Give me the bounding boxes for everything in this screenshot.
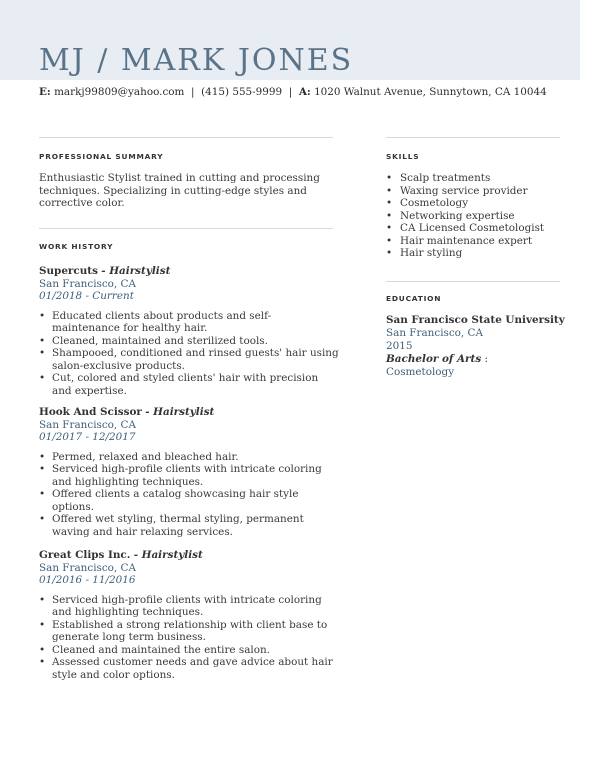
summary-divider <box>39 137 333 138</box>
job-bullet: • Cut, colored and styled clients' hair with precision and expertise. <box>52 372 339 397</box>
job-bullet: • Permed, relaxed and bleached hair. <box>52 451 339 464</box>
job-title: Hairstylist <box>109 265 171 277</box>
contact-line: E: markj99809@yahoo.com | (415) 555-9999 | A: 1020 Walnut Avenue, Sunnytown, CA 10044 <box>39 86 547 98</box>
job-dates: 01/2017 - 12/2017 <box>39 431 136 443</box>
address-label: A: <box>298 86 311 98</box>
education-heading: EDUCATION <box>386 294 442 303</box>
skill-item: • CA Licensed Cosmetologist <box>400 222 544 235</box>
education-entry <box>386 314 565 379</box>
job-bullets <box>39 594 339 682</box>
education-school: San Francisco State University <box>386 314 565 326</box>
education-degree: Bachelor of Arts <box>386 353 482 365</box>
education-degree-line: Bachelor of Arts : <box>386 353 488 365</box>
job-bullet: • Cleaned, maintained and sterilized tools. <box>52 335 339 348</box>
address: 1020 Walnut Avenue, Sunnytown, CA 10044 <box>314 86 547 98</box>
job-header: Hook And Scissor - Hairstylist <box>39 406 215 418</box>
job-dates: 01/2018 - Current <box>39 290 134 302</box>
job-title: Hairstylist <box>153 406 215 418</box>
job-entry <box>39 406 339 538</box>
skill-item: • Hair styling <box>400 247 544 260</box>
job-header: Great Clips Inc. - Hairstylist <box>39 549 203 561</box>
skills-heading: SKILLS <box>386 152 420 161</box>
job-city: San Francisco, CA <box>39 277 136 290</box>
phone: (415) 555-9999 <box>201 86 283 98</box>
job-bullet: • Established a strong relationship with client base to generate long term business. <box>52 619 339 644</box>
job-dates: 01/2016 - 11/2016 <box>39 574 136 586</box>
job-bullet: • Offered wet styling, thermal styling, permanent waving and hair relaxing services. <box>52 513 339 538</box>
candidate-name: MJ / MARK JONES <box>39 43 354 78</box>
job-city: San Francisco, CA <box>39 561 136 574</box>
work-divider <box>39 228 333 229</box>
job-company: Supercuts <box>39 265 98 277</box>
skills-list <box>386 172 544 260</box>
job-bullet: • Assessed customer needs and gave advice about hair style and color options. <box>52 656 339 681</box>
skill-item: • Scalp treatments <box>400 172 544 185</box>
job-bullet: • Serviced high-profile clients with intricate coloring and highlighting techniques. <box>52 463 339 488</box>
job-bullets <box>39 451 339 539</box>
education-city: San Francisco, CA <box>386 327 483 339</box>
education-field: Cosmetology <box>386 366 455 378</box>
job-title: Hairstylist <box>141 549 203 561</box>
job-bullet: • Educated clients about products and self-maintenance for healthy hair. <box>52 310 339 335</box>
job-bullet: • Shampooed, conditioned and rinsed guests' hair using salon-exclusive products. <box>52 347 339 372</box>
job-bullet: • Serviced high-profile clients with intricate coloring and highlighting techniques. <box>52 594 339 619</box>
education-year: 2015 <box>386 340 413 352</box>
job-bullet: • Offered clients a catalog showcasing hair style options. <box>52 488 339 513</box>
job-entry <box>39 549 339 681</box>
summary-text: Enthusiastic Stylist trained in cutting and processing techniques. Specializing in cutting-edge styles and corrective color. <box>39 172 320 209</box>
skill-item: • Waxing service provider <box>400 185 544 198</box>
job-city: San Francisco, CA <box>39 418 136 431</box>
skills-divider <box>386 137 560 138</box>
email-label: E: <box>39 86 51 98</box>
job-company: Great Clips Inc. <box>39 549 131 561</box>
job-entry <box>39 265 339 397</box>
skill-item: • Networking expertise <box>400 210 544 223</box>
job-company: Hook And Scissor <box>39 406 142 418</box>
email: markj99809@yahoo.com <box>54 86 185 98</box>
skill-item: • Cosmetology <box>400 197 544 210</box>
education-divider <box>386 281 560 282</box>
job-bullets <box>39 310 339 398</box>
summary-heading: PROFESSIONAL SUMMARY <box>39 152 164 161</box>
job-bullet: • Cleaned and maintained the entire salon. <box>52 644 339 657</box>
job-header: Supercuts - Hairstylist <box>39 265 171 277</box>
skill-item: • Hair maintenance expert <box>400 235 544 248</box>
work-heading: WORK HISTORY <box>39 242 114 251</box>
